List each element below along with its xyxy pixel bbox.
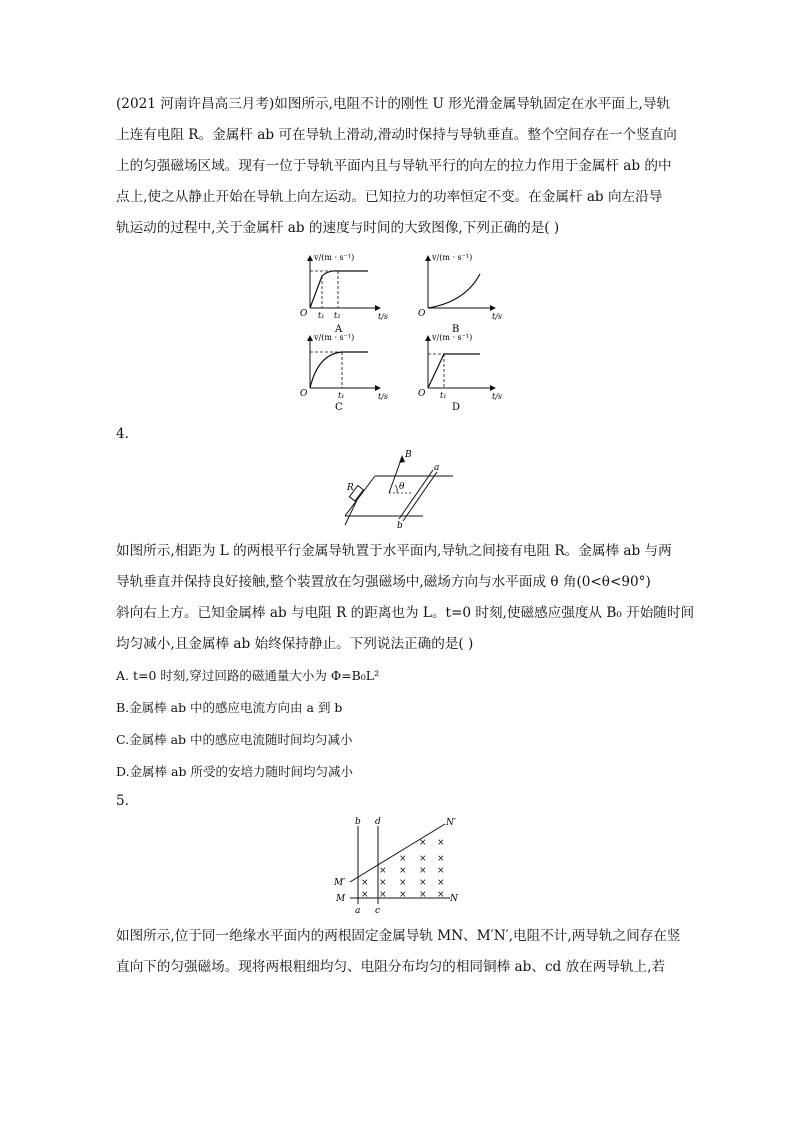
q4-stem-line-2: 导轨垂直并保持良好接触,整个装置放在匀强磁场中,磁场方向与水平面成 θ 角(0<θ<90°)	[116, 574, 651, 590]
q5-fig-M: M	[336, 894, 346, 904]
magnetic-field-crosses	[361, 838, 445, 900]
q3-graphs-figure	[290, 250, 510, 410]
graph-c	[300, 333, 388, 410]
graph-b	[418, 253, 502, 335]
q5-fig-c: c	[375, 906, 381, 916]
q4-fig-a: a	[434, 463, 440, 473]
q4-option-b: B.金属棒 ab 中的感应电流方向由 a 到 b	[116, 700, 343, 715]
graph-a	[300, 253, 388, 335]
cross-mark: ×	[437, 838, 445, 848]
graph-c-label: C	[335, 402, 343, 410]
cross-mark: ×	[419, 838, 427, 848]
cross-mark: ×	[437, 878, 445, 888]
graph-b-xlabel: t/s	[492, 312, 503, 321]
graph-a-origin: O	[300, 309, 308, 319]
q4-stem-line-3: 斜向右上方。已知金属棒 ab 与电阻 R 的距离也为 L。t=0 时刻,使磁感应强度从 B₀ 开始随时间	[116, 605, 695, 621]
q3-stem-line-1: (2021 河南许昌高三月考)如图所示,电阻不计的刚性 U 形光滑金属导轨固定在水平面上,导轨	[116, 96, 671, 112]
q3-stem-line-5: 轨运动的过程中,关于金属杆 ab 的速度与时间的大致图像,下列正确的是( )	[116, 220, 560, 236]
graph-b-origin: O	[418, 309, 426, 319]
graph-d-ylabel: v/(m · s⁻¹)	[432, 333, 473, 342]
cross-mark: ×	[379, 890, 387, 900]
graph-a-t2: t₂	[334, 311, 341, 320]
cross-mark: ×	[379, 866, 387, 876]
q4-fig-theta: θ	[399, 482, 405, 492]
graph-a-label: A	[335, 324, 343, 335]
graph-b-label: B	[452, 324, 460, 335]
q4-fig-b: b	[397, 521, 403, 530]
q5-fig-b: b	[355, 817, 361, 827]
q5-fig-a: a	[355, 906, 361, 916]
q5-fig-N: N	[450, 894, 458, 904]
q5-fig-Mp: M′	[334, 878, 346, 888]
q5-stem-line-1: 如图所示,位于同一绝缘水平面内的两根固定金属导轨 MN、M′N′,电阻不计,两导轨之间存在竖	[116, 928, 681, 944]
q3-stem-line-4: 点上,使之从静止开始在导轨上向左运动。已知拉力的功率恒定不变。在金属杆 ab 向左沿导	[116, 189, 663, 205]
cross-mark: ×	[437, 890, 445, 900]
graph-d	[418, 333, 502, 410]
graph-c-t1: t₁	[338, 391, 345, 400]
cross-mark: ×	[437, 854, 445, 864]
q4-stem-line-4: 均匀减小,且金属棒 ab 始终保持静止。下列说法正确的是( )	[116, 636, 474, 652]
cross-mark: ×	[399, 878, 407, 888]
q4-stem-line-1: 如图所示,相距为 L 的两根平行金属导轨置于水平面内,导轨之间接有电阻 R。金属棒 ab 与两	[116, 543, 672, 559]
graph-a-xlabel: t/s	[378, 312, 389, 321]
q4-fig-B: B	[405, 450, 412, 460]
cross-mark: ×	[419, 854, 427, 864]
q4-number: 4.	[116, 426, 129, 442]
cross-mark: ×	[361, 890, 369, 900]
graph-a-ylabel: v/(m · s⁻¹)	[314, 253, 355, 262]
q5-fig-Np: N′	[446, 818, 456, 828]
graph-c-xlabel: t/s	[378, 392, 389, 401]
graph-d-origin: O	[418, 389, 426, 399]
graph-d-t1: t₁	[440, 391, 447, 400]
cross-mark: ×	[419, 878, 427, 888]
cross-mark: ×	[379, 878, 387, 888]
cross-mark: ×	[437, 866, 445, 876]
cross-mark: ×	[399, 890, 407, 900]
cross-mark: ×	[399, 866, 407, 876]
q3-stem-line-2: 上连有电阻 R。金属杆 ab 可在导轨上滑动,滑动时保持与导轨垂直。整个空间存在一个竖直向	[116, 127, 677, 143]
cross-mark: ×	[419, 866, 427, 876]
cross-mark: ×	[419, 890, 427, 900]
q3-stem-line-3: 上的匀强磁场区域。现有一位于导轨平面内且与导轨平行的向左的拉力作用于金属杆 ab 的中	[116, 158, 672, 174]
graph-c-origin: O	[300, 389, 308, 399]
q5-number: 5.	[116, 793, 129, 809]
q5-stem-line-2: 直向下的匀强磁场。现将两根粗细均匀、电阻分布均匀的相同铜棒 ab、cd 放在两导轨上,若	[116, 959, 666, 975]
q4-option-a: A. t=0 时刻,穿过回路的磁通量大小为 Φ=B₀L²	[116, 668, 380, 683]
cross-mark: ×	[361, 878, 369, 888]
q5-figure	[330, 812, 470, 917]
q4-figure	[335, 445, 465, 530]
graph-b-ylabel: v/(m · s⁻¹)	[432, 253, 473, 262]
cross-mark: ×	[399, 854, 407, 864]
q4-fig-R: R	[347, 483, 354, 493]
graph-a-t1: t₁	[318, 311, 325, 320]
q4-option-d: D.金属棒 ab 所受的安培力随时间均匀减小	[116, 764, 353, 779]
q5-fig-d: d	[375, 817, 381, 827]
graph-d-label: D	[452, 402, 461, 410]
graph-d-xlabel: t/s	[492, 392, 503, 401]
q4-option-c: C.金属棒 ab 中的感应电流随时间均匀减小	[116, 732, 353, 747]
graph-c-ylabel: v/(m · s⁻¹)	[314, 333, 355, 342]
